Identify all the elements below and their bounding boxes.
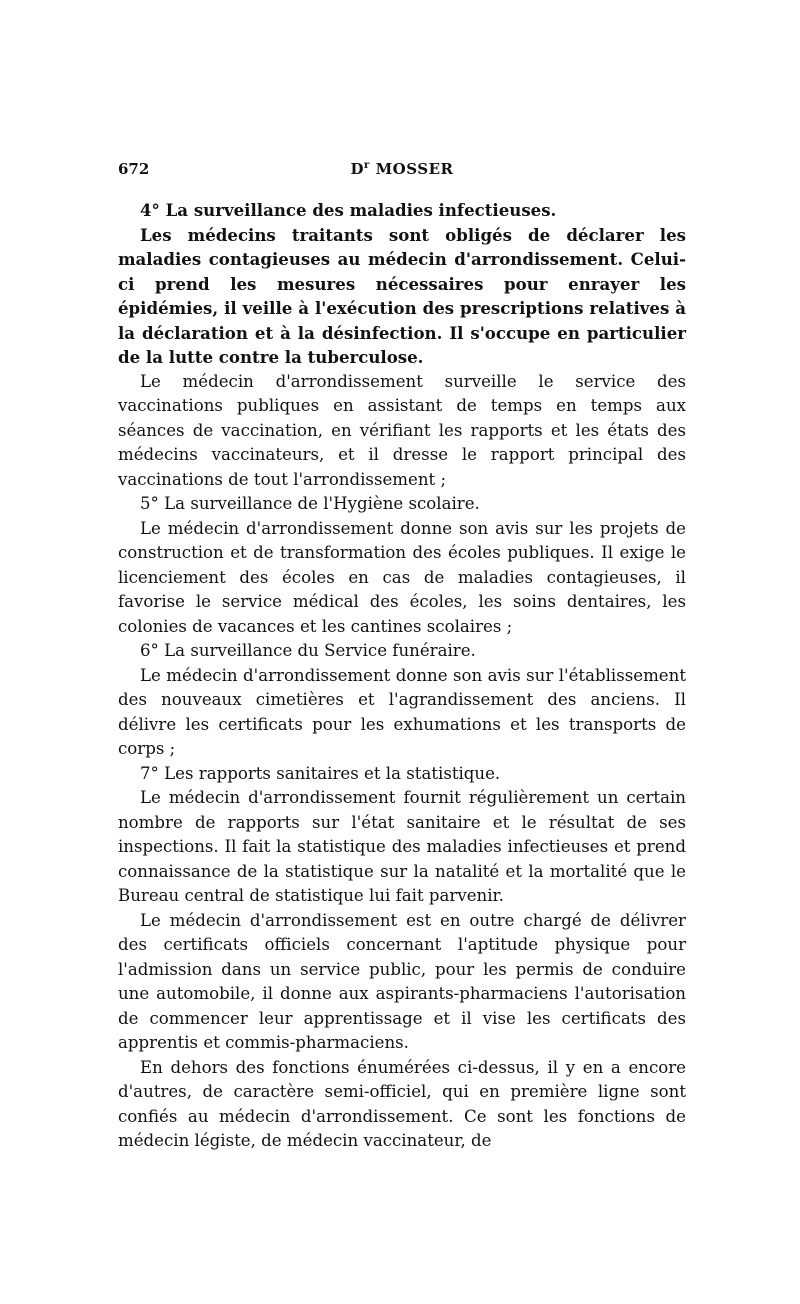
section-heading-7: 7° Les rapports sanitaires et la statistique.: [140, 763, 501, 783]
author-sup: r: [364, 160, 370, 171]
paragraph-sanitary-reports: Le médecin d'arrondissement fournit régulièrement un certain nombre de rapports sur l'état sanitaire et le résultat de ses inspections. Il fait la statistique des maladies infectieuses et prend connaissance de la statistique sur la natalité et la mortalité que le Bureau central de statistique lui fait parvenir.: [118, 788, 686, 905]
paragraph-certificates: Le médecin d'arrondissement est en outre chargé de délivrer des certificats officiels concernant l'aptitude physique pour l'admission dans un service public, pour les permis de conduire une automobile, il donne aux aspirants-pharmaciens l'autorisation de commencer leur apprentissage et il vise les certificats des apprentis et commis-pharmaciens.: [118, 910, 686, 1052]
paragraph-vaccinations: Le médecin d'arrondissement surveille le service des vaccinations publiques en assistant de temps en temps aux séances de vaccination, en vérifiant les rapports et les états des médecins vaccinateurs, et il dresse le rapport principal des vaccinations de tout l'arrondissement ;: [118, 371, 686, 489]
page-number: 672: [118, 160, 150, 178]
section-heading-6: 6° La surveillance du Service funéraire.: [140, 641, 476, 660]
section-heading-4: 4° La surveillance des maladies infectieuses.: [140, 200, 557, 220]
author-name: MOSSER: [375, 160, 454, 178]
page-header: [118, 150, 686, 180]
book-page: [118, 150, 686, 1154]
body-text: [118, 198, 686, 1154]
section-heading-5: 5° La surveillance de l'Hygiène scolaire.: [140, 494, 480, 513]
running-head: [118, 160, 686, 178]
paragraph-infectious-diseases: Les médecins traitants sont obligés de déclarer les maladies contagieuses au médecin d'arrondissement. Celui-ci prend les mesures nécessaires pour enrayer les épidémies, il veille à l'exécution des prescriptions relatives à la déclaration et à la désinfection. Il s'occupe en particulier de la lutte contre la tuberculose.: [118, 224, 686, 367]
paragraph-funeral-service: Le médecin d'arrondissement donne son avis sur l'établissement des nouveaux cimetières et l'agrandissement des anciens. Il délivre les certificats pour les exhumations et les transports de corps ;: [118, 665, 686, 758]
paragraph-school-hygiene: Le médecin d'arrondissement donne son avis sur les projets de construction et de transformation des écoles publiques. Il exige le licenciement des écoles en cas de maladies contagieuses, il favorise le service médical des écoles, les soins dentaires, les colonies de vacances et les cantines scolaires ;: [118, 518, 686, 636]
paragraph-other-functions: En dehors des fonctions énumérées ci-dessus, il y en a encore d'autres, de caractère semi-officiel, qui en première ligne sont confiés au médecin d'arrondissement. Ce sont les fonctions de médecin légiste, de médecin vaccinateur, de: [118, 1057, 686, 1150]
author-prefix: D: [350, 160, 365, 178]
